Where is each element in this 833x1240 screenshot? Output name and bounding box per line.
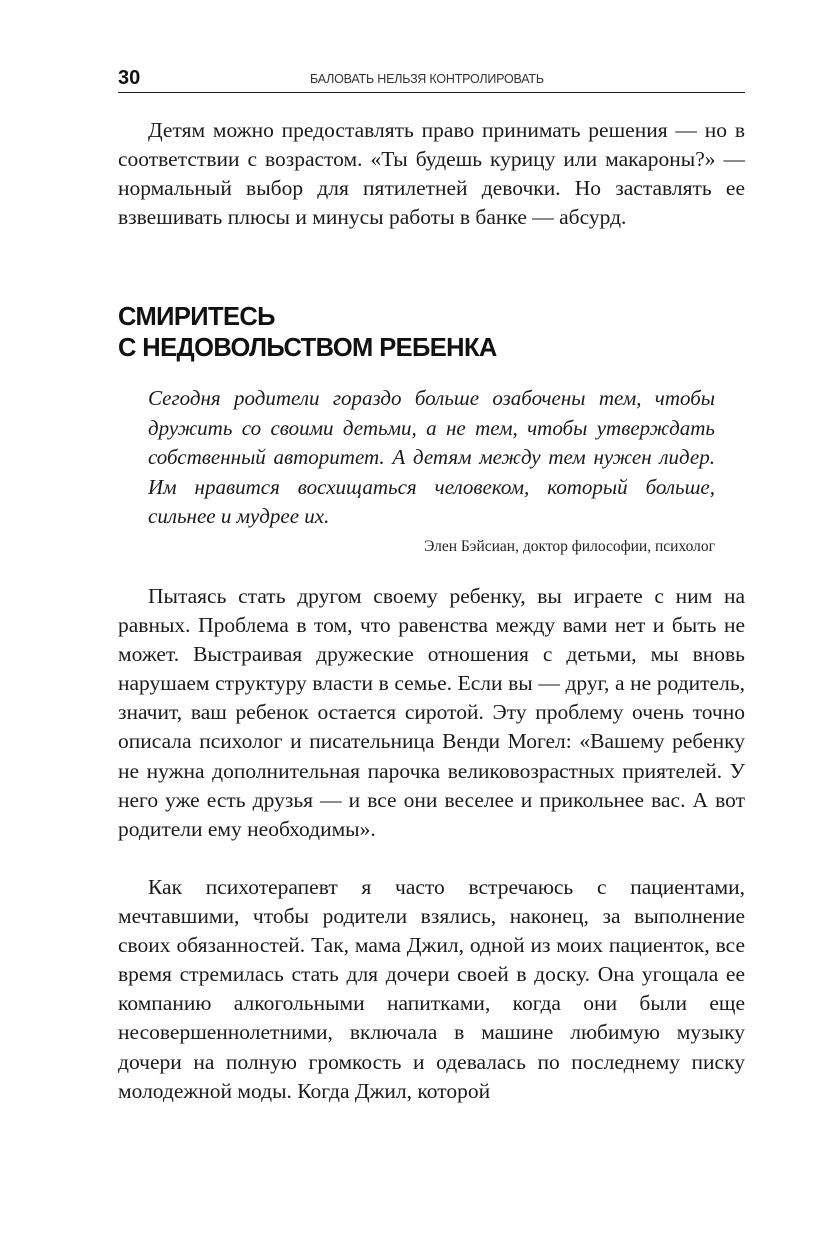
section-heading-line-2: С НЕДОВОЛЬСТВОМ РЕБЕНКА — [118, 334, 497, 362]
epigraph-attribution: Элен Бэйсиан, доктор философии, психолог — [424, 538, 715, 555]
running-title: БАЛОВАТЬ НЕЛЬЗЯ КОНТРОЛИРОВАТЬ — [310, 72, 544, 86]
section-heading-line-1: СМИРИТЕСЬ — [118, 303, 275, 331]
section-heading — [118, 302, 745, 364]
page-number: 30 — [118, 67, 141, 89]
page-header — [118, 66, 745, 93]
epigraph-quote: Сегодня родители гораздо больше озабочены тем, чтобы дружить со своими детьми, а не тем, чтобы утверждать собственный авторитет. А детям между тем нужен лидер. Им нравится восхищаться человеком, который больше, сильнее и мудрее их. — [148, 386, 715, 529]
body-paragraph: Как психотерапевт я часто встречаюсь с пациентами, мечтавшими, чтобы родители взялись, наконец, за выполнение своих обязанностей. Так, мама Джил, одной из моих пациенток, все время стремилась стать для дочери своей в доску. Она угощала ее компанию алкогольными напитками, когда они были еще несовершеннолетними, включала в машине любимую музыку дочери на полную громкость и одевалась по последнему писку молодежной моды. Когда Джил, которой — [118, 875, 745, 1103]
body-paragraph: Пытаясь стать другом своему ребенку, вы играете с ним на равных. Проблема в том, что равенства между вами нет и быть не может. Выстраивая дружеские отношения с детьми, мы вновь нарушаем структуру власти в семье. Если вы — друг, а не родитель, значит, ваш ребенок остается сиротой. Эту проблему очень точно описала психолог и писательница Венди Могел: «Вашему ребенку не нужна дополнительная парочка великовозрастных приятелей. У него уже есть друзья — и все они веселее и прикольнее вас. А вот родители ему необходимы». — [118, 584, 745, 841]
intro-paragraph: Детям можно предоставлять право принимать решения — но в соответствии с возрастом. «Ты будешь курицу или макароны?» — нормальный выбор для пятилетней девочки. Но заставлять ее взвешивать плюсы и минусы работы в банке — абсурд. — [118, 118, 745, 230]
